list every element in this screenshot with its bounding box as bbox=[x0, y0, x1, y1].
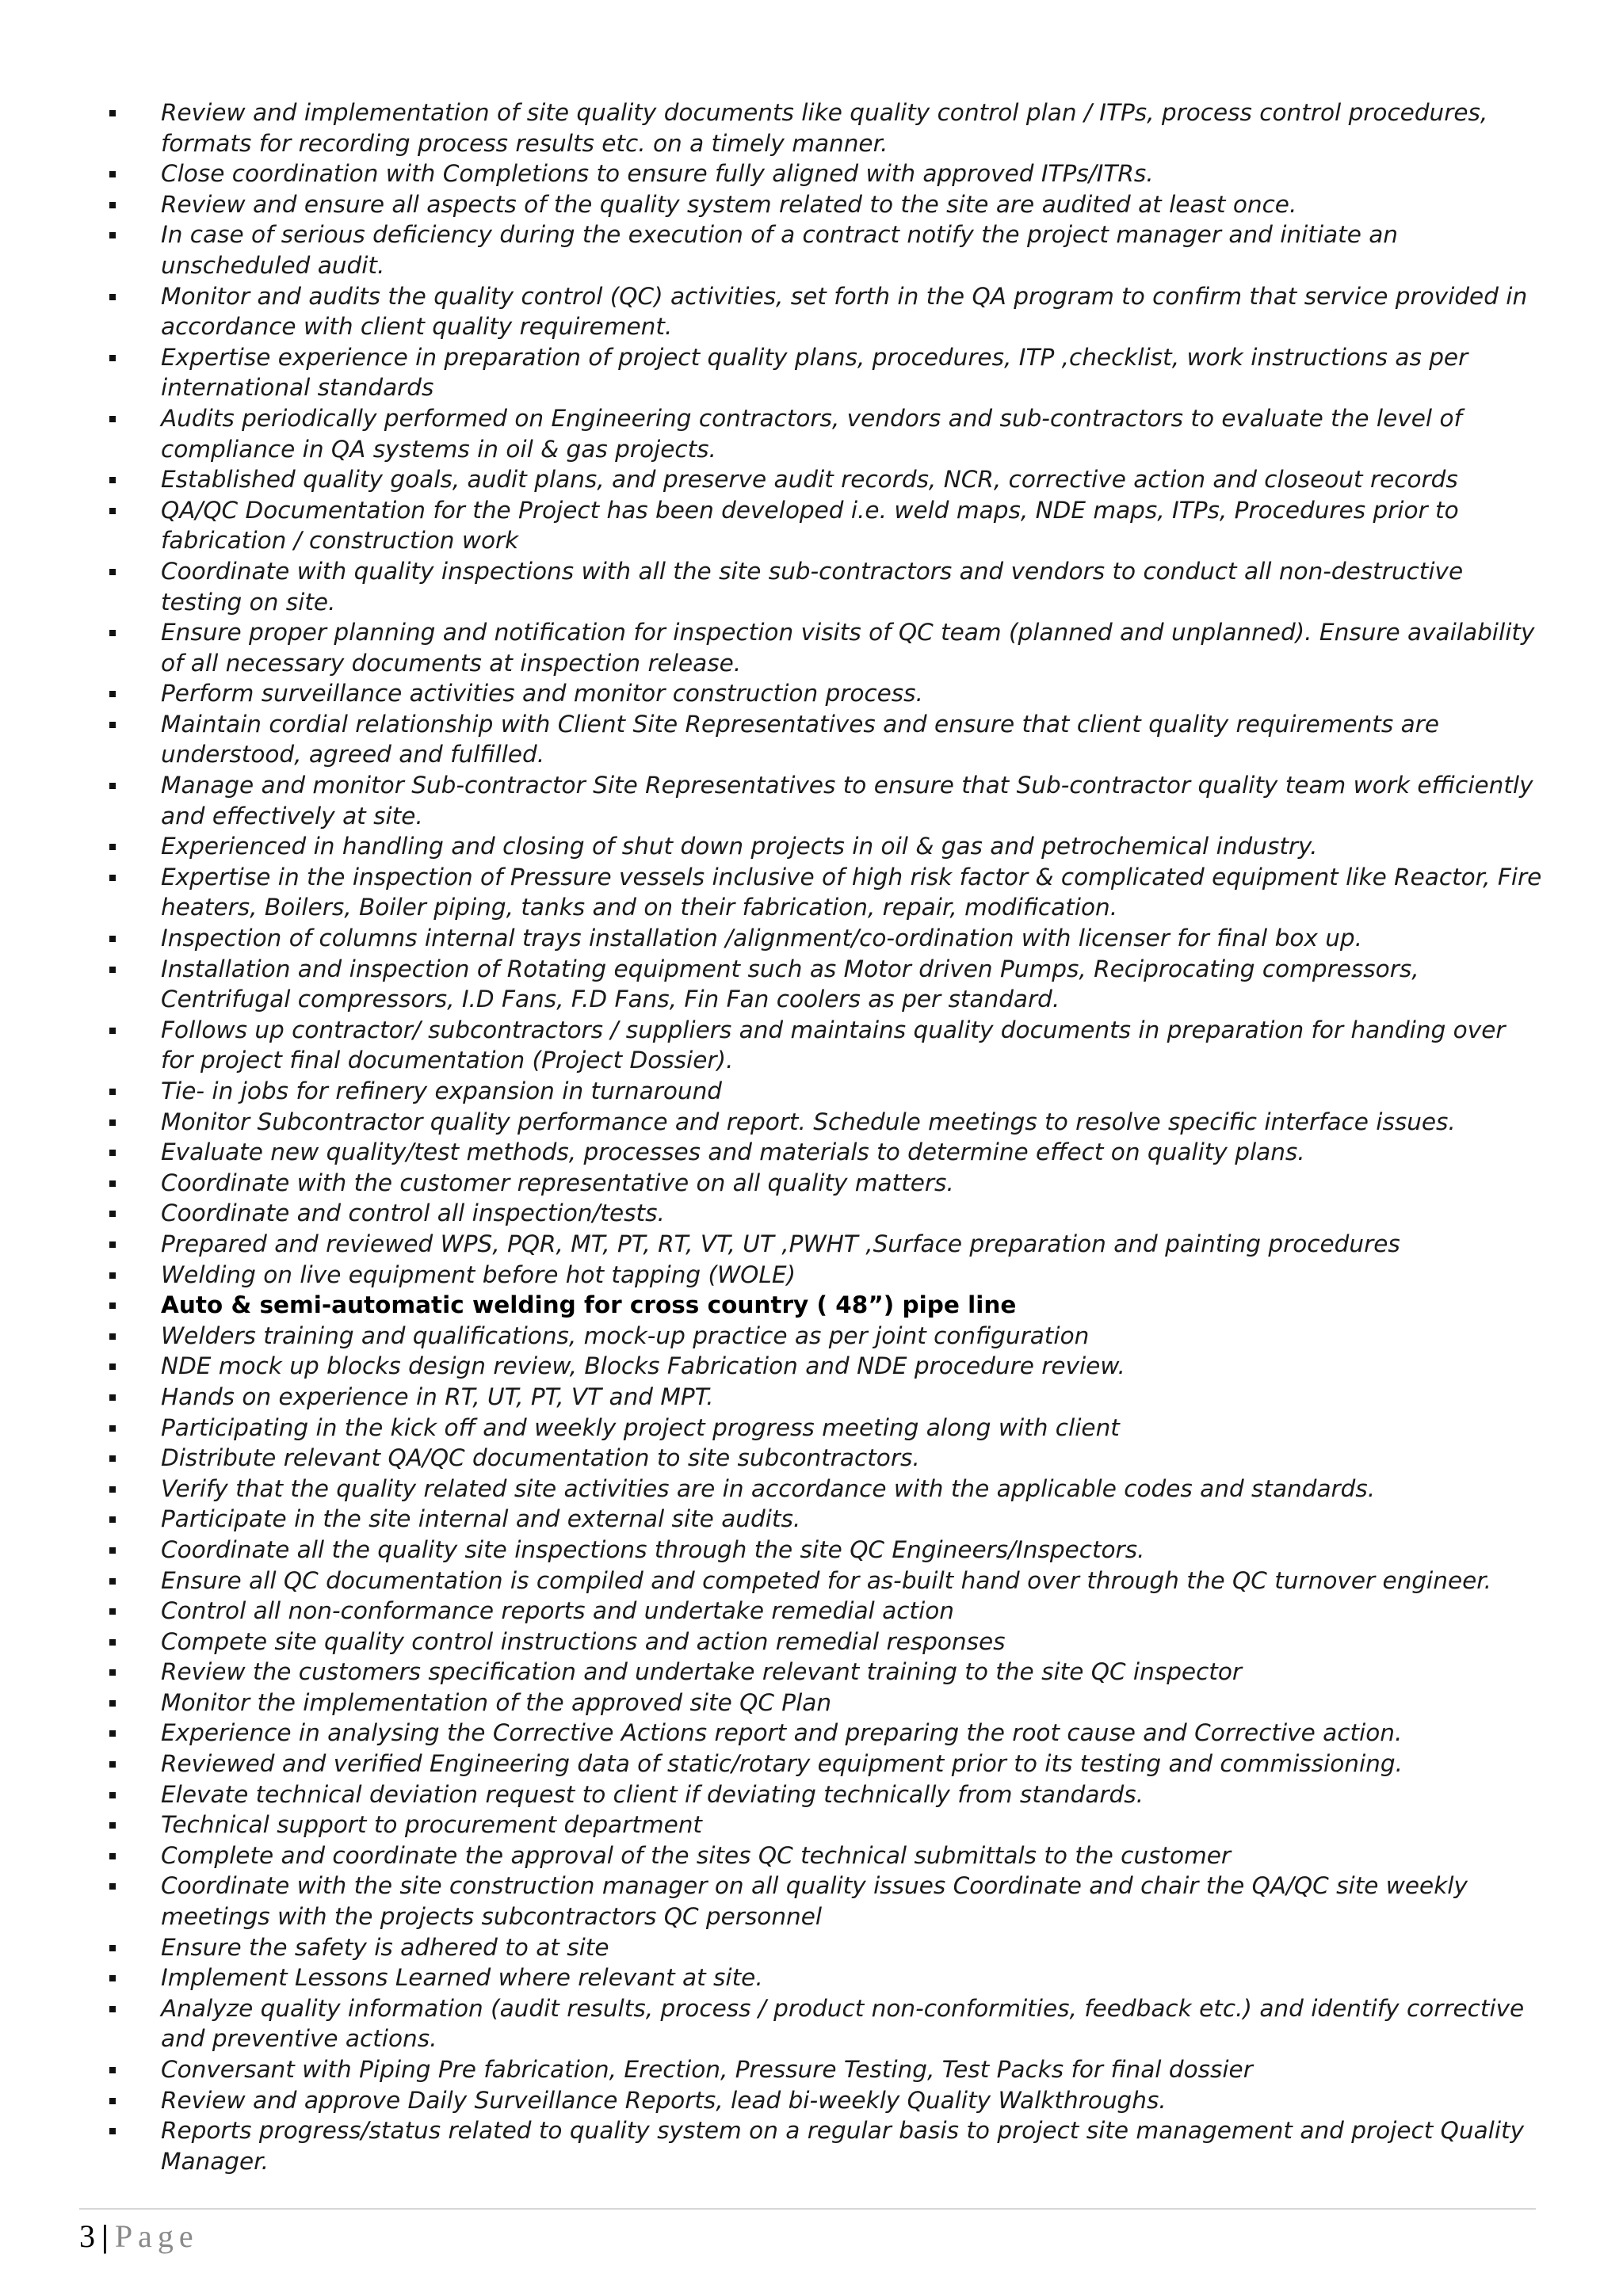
list-item bbox=[0, 281, 1623, 342]
list-item-text: Distribute relevant QA/QC documentation to site subcontractors. bbox=[161, 1444, 920, 1472]
list-item bbox=[0, 189, 1623, 220]
list-item-text: Participating in the kick off and weekly project progress meeting along with client bbox=[161, 1413, 1120, 1441]
square-bullet-icon bbox=[109, 1516, 116, 1523]
list-item bbox=[0, 1229, 1623, 1260]
list-item bbox=[0, 862, 1623, 923]
list-item-text: Review and ensure all aspects of the quality system related to the site are audited at least once. bbox=[161, 190, 1297, 218]
list-item bbox=[0, 2115, 1623, 2176]
list-item-text: Implement Lessons Learned where relevant at site. bbox=[161, 1964, 763, 1992]
square-bullet-icon bbox=[109, 1363, 116, 1370]
list-item-text: Hands on experience in RT, UT, PT, VT and MPT. bbox=[161, 1383, 714, 1410]
square-bullet-icon bbox=[109, 1028, 116, 1034]
list-item bbox=[0, 219, 1623, 280]
list-item-text: Monitor and audits the quality control (QC) activities, set forth in the QA program to confirm that service provided in accordance with client quality requirement. bbox=[161, 282, 1528, 341]
square-bullet-icon bbox=[109, 1333, 116, 1340]
list-item bbox=[0, 617, 1623, 678]
square-bullet-icon bbox=[109, 691, 116, 697]
list-item-text: Expertise experience in preparation of project quality plans, procedures, ITP ,checklist, work instructions as per international standards bbox=[161, 343, 1468, 402]
list-item-text: Perform surveillance activities and monitor construction process. bbox=[161, 680, 923, 707]
list-item-text: Ensure the safety is adhered to at site bbox=[161, 1933, 609, 1961]
list-item bbox=[0, 1474, 1623, 1505]
list-item-text: Installation and inspection of Rotating equipment such as Motor driven Pumps, Reciprocating compressors, Centrifugal compressors, I.D Fans, F.D Fans, Fin Fan coolers as per standard. bbox=[161, 955, 1419, 1013]
list-item bbox=[0, 1504, 1623, 1535]
list-item-text: Analyze quality information (audit results, process / product non-conformities, feedback etc.) and identify corrective and preventive actions. bbox=[161, 1994, 1525, 2053]
square-bullet-icon bbox=[109, 1822, 116, 1829]
list-item bbox=[0, 1351, 1623, 1382]
list-item-text: Maintain cordial relationship with Client Site Representatives and ensure that client quality requirements are understood, agreed and fulfilled. bbox=[161, 710, 1439, 769]
list-item-text: Welding on live equipment before hot tapping (WOLE) bbox=[161, 1261, 796, 1288]
list-item-text: Ensure proper planning and notification for inspection visits of QC team (planned and unplanned). Ensure availability of all necessary documents at inspection release. bbox=[161, 619, 1535, 677]
square-bullet-icon bbox=[109, 2098, 116, 2104]
list-item bbox=[0, 464, 1623, 495]
list-item-text: Complete and coordinate the approval of the sites QC technical submittals to the customer bbox=[161, 1841, 1232, 1869]
list-item bbox=[0, 1840, 1623, 1871]
square-bullet-icon bbox=[109, 355, 116, 361]
list-item bbox=[0, 1198, 1623, 1229]
square-bullet-icon bbox=[109, 1853, 116, 1859]
list-item-text: QA/QC Documentation for the Project has been developed i.e. weld maps, NDE maps, ITPs, Procedures prior to fabrication / construction work bbox=[161, 496, 1459, 555]
list-item-text: Review the customers specification and undertake relevant training to the site QC inspector bbox=[161, 1658, 1243, 1686]
list-item bbox=[0, 1871, 1623, 1932]
list-item-text: Manage and monitor Sub-contractor Site Representatives to ensure that Sub-contractor quality team work efficiently and effectively at site. bbox=[161, 772, 1533, 830]
list-item bbox=[0, 1107, 1623, 1138]
list-item bbox=[0, 954, 1623, 1015]
square-bullet-icon bbox=[109, 2128, 116, 2134]
list-item-text: Coordinate with quality inspections with all the site sub-contractors and vendors to conduct all non-destructive testing on site. bbox=[161, 557, 1464, 616]
square-bullet-icon bbox=[109, 1119, 116, 1126]
page-footer bbox=[79, 2217, 199, 2256]
square-bullet-icon bbox=[109, 1608, 116, 1615]
list-item bbox=[0, 1627, 1623, 1657]
square-bullet-icon bbox=[109, 1730, 116, 1737]
list-item bbox=[0, 1076, 1623, 1107]
square-bullet-icon bbox=[109, 1639, 116, 1646]
list-item-text: Monitor Subcontractor quality performance and report. Schedule meetings to resolve specific interface issues. bbox=[161, 1108, 1456, 1135]
square-bullet-icon bbox=[109, 1089, 116, 1095]
list-item bbox=[0, 831, 1623, 862]
list-item bbox=[0, 770, 1623, 831]
list-item bbox=[0, 2054, 1623, 2085]
list-item bbox=[0, 1962, 1623, 1993]
page-number: 3 bbox=[79, 2218, 95, 2254]
square-bullet-icon bbox=[109, 1669, 116, 1676]
list-item bbox=[0, 1260, 1623, 1291]
list-item-text: Auto & semi-automatic welding for cross country ( 48”) pipe line bbox=[161, 1291, 1017, 1319]
list-item bbox=[0, 1657, 1623, 1688]
list-item-text: Conversant with Piping Pre fabrication, Erection, Pressure Testing, Test Packs for final dossier bbox=[161, 2056, 1253, 2083]
square-bullet-icon bbox=[109, 1272, 116, 1279]
square-bullet-icon bbox=[109, 875, 116, 881]
list-item bbox=[0, 678, 1623, 709]
list-item bbox=[0, 1993, 1623, 2054]
list-item-text: Follows up contractor/ subcontractors / suppliers and maintains quality documents in preparation for handing over for project final documentation (Project Dossier). bbox=[161, 1016, 1506, 1074]
list-item bbox=[0, 1596, 1623, 1627]
list-item-text: Verify that the quality related site activities are in accordance with the applicable codes and standards. bbox=[161, 1474, 1376, 1502]
square-bullet-icon bbox=[109, 1486, 116, 1493]
list-item-text: Expertise in the inspection of Pressure vessels inclusive of high risk factor & complicated equipment like Reactor, Fire heaters, Boilers, Boiler piping, tanks and on their fabrication, repair, modification. bbox=[161, 863, 1542, 921]
list-item bbox=[0, 97, 1623, 158]
list-item bbox=[0, 709, 1623, 770]
square-bullet-icon bbox=[109, 783, 116, 789]
square-bullet-icon bbox=[109, 294, 116, 300]
square-bullet-icon bbox=[109, 232, 116, 238]
footer-divider bbox=[79, 2208, 1536, 2210]
list-item bbox=[0, 2085, 1623, 2116]
square-bullet-icon bbox=[109, 1425, 116, 1432]
list-item bbox=[0, 1443, 1623, 1474]
list-item bbox=[0, 1015, 1623, 1076]
square-bullet-icon bbox=[109, 508, 116, 514]
list-item-text: Welders training and qualifications, mock-up practice as per joint configuration bbox=[161, 1322, 1090, 1349]
square-bullet-icon bbox=[109, 1180, 116, 1187]
list-item bbox=[0, 1413, 1623, 1444]
list-item bbox=[0, 495, 1623, 556]
list-item bbox=[0, 1932, 1623, 1963]
square-bullet-icon bbox=[109, 936, 116, 942]
list-item bbox=[0, 342, 1623, 403]
responsibilities-list bbox=[0, 97, 1623, 2176]
list-item-text: Review and approve Daily Surveillance Reports, lead bi-weekly Quality Walkthroughs. bbox=[161, 2086, 1167, 2114]
list-item-text: Technical support to procurement department bbox=[161, 1811, 702, 1839]
square-bullet-icon bbox=[109, 1792, 116, 1798]
list-item-text: Experience in analysing the Corrective Actions report and preparing the root cause and Corrective action. bbox=[161, 1719, 1403, 1747]
list-item bbox=[0, 1535, 1623, 1566]
square-bullet-icon bbox=[109, 1394, 116, 1401]
list-item-text: Audits periodically performed on Engineering contractors, vendors and sub-contractors to evaluate the level of compliance in QA systems in oil & gas projects. bbox=[161, 404, 1462, 463]
square-bullet-icon bbox=[109, 202, 116, 208]
list-item-text: Prepared and reviewed WPS, PQR, MT, PT, RT, VT, UT ,PWHT ,Surface preparation and painting procedures bbox=[161, 1230, 1400, 1257]
list-item-text: Close coordination with Completions to ensure fully aligned with approved ITPs/ITRs. bbox=[161, 160, 1154, 188]
square-bullet-icon bbox=[109, 1761, 116, 1768]
list-item-text: Experienced in handling and closing of shut down projects in oil & gas and petrochemical industry. bbox=[161, 833, 1318, 860]
square-bullet-icon bbox=[109, 844, 116, 850]
list-item-text: Control all non-conformance reports and undertake remedial action bbox=[161, 1597, 954, 1625]
list-item-text: Compete site quality control instructions and action remedial responses bbox=[161, 1627, 1006, 1655]
list-item bbox=[0, 923, 1623, 954]
square-bullet-icon bbox=[109, 722, 116, 728]
square-bullet-icon bbox=[109, 1975, 116, 1981]
square-bullet-icon bbox=[109, 2067, 116, 2073]
list-item bbox=[0, 556, 1623, 617]
list-item-text: Evaluate new quality/test methods, processes and materials to determine effect on quality plans. bbox=[161, 1138, 1305, 1166]
list-item bbox=[0, 1137, 1623, 1168]
square-bullet-icon bbox=[109, 1241, 116, 1248]
square-bullet-icon bbox=[109, 1883, 116, 1890]
list-item-text: Ensure all QC documentation is compiled and competed for as-built hand over through the QC turnover engineer. bbox=[161, 1566, 1492, 1594]
list-item-text: Participate in the site internal and external site audits. bbox=[161, 1505, 801, 1533]
square-bullet-icon bbox=[109, 416, 116, 422]
list-item bbox=[0, 1718, 1623, 1749]
list-item bbox=[0, 1382, 1623, 1413]
square-bullet-icon bbox=[109, 1211, 116, 1217]
list-item bbox=[0, 1566, 1623, 1596]
square-bullet-icon bbox=[109, 967, 116, 973]
list-item-text: Inspection of columns internal trays installation /alignment/co-ordination with licenser for final box up. bbox=[161, 925, 1363, 952]
square-bullet-icon bbox=[109, 110, 116, 116]
list-item bbox=[0, 1321, 1623, 1352]
square-bullet-icon bbox=[109, 1547, 116, 1554]
list-item-text: Established quality goals, audit plans, and preserve audit records, NCR, corrective action and closeout records bbox=[161, 466, 1458, 494]
page-label: Page bbox=[114, 2218, 199, 2254]
list-item bbox=[0, 1688, 1623, 1718]
list-item-text: Review and implementation of site quality documents like quality control plan / ITPs, process control procedures, formats for recording process results etc. on a timely manner. bbox=[161, 99, 1488, 157]
list-item bbox=[0, 1290, 1623, 1321]
list-item-text: Coordinate and control all inspection/tests. bbox=[161, 1199, 665, 1227]
list-item bbox=[0, 158, 1623, 189]
list-item bbox=[0, 1168, 1623, 1199]
list-item bbox=[0, 1810, 1623, 1840]
list-item-text: NDE mock up blocks design review, Blocks Fabrication and NDE procedure review. bbox=[161, 1352, 1125, 1380]
square-bullet-icon bbox=[109, 171, 116, 177]
list-item-text: Monitor the implementation of the approved site QC Plan bbox=[161, 1688, 832, 1716]
list-item-text: Elevate technical deviation request to client if deviating technically from standards. bbox=[161, 1780, 1144, 1808]
list-item-text: Coordinate with the customer representative on all quality matters. bbox=[161, 1169, 954, 1196]
square-bullet-icon bbox=[109, 569, 116, 575]
square-bullet-icon bbox=[109, 630, 116, 636]
square-bullet-icon bbox=[109, 2006, 116, 2012]
list-item-text: Reports progress/status related to quality system on a regular basis to project site management and project Quality Manager. bbox=[161, 2117, 1525, 2175]
list-item-text: In case of serious deficiency during the execution of a contract notify the project manager and initiate an unscheduled audit. bbox=[161, 221, 1398, 279]
square-bullet-icon bbox=[109, 1455, 116, 1462]
list-item-text: Coordinate all the quality site inspections through the site QC Engineers/Inspectors. bbox=[161, 1535, 1145, 1563]
square-bullet-icon bbox=[109, 1945, 116, 1951]
list-item bbox=[0, 403, 1623, 464]
square-bullet-icon bbox=[109, 477, 116, 483]
footer-separator: | bbox=[101, 2218, 109, 2254]
list-item bbox=[0, 1779, 1623, 1810]
list-item-text: Coordinate with the site construction manager on all quality issues Coordinate and chair the QA/QC site weekly meetings with the projects subcontractors QC personnel bbox=[161, 1872, 1468, 1931]
list-item-text: Tie- in jobs for refinery expansion in turnaround bbox=[161, 1077, 722, 1104]
list-item bbox=[0, 1749, 1623, 1779]
square-bullet-icon bbox=[109, 1302, 116, 1309]
square-bullet-icon bbox=[109, 1700, 116, 1707]
list-item-text: Reviewed and verified Engineering data of static/rotary equipment prior to its testing and commissioning. bbox=[161, 1750, 1403, 1778]
square-bullet-icon bbox=[109, 1150, 116, 1156]
square-bullet-icon bbox=[109, 1578, 116, 1585]
